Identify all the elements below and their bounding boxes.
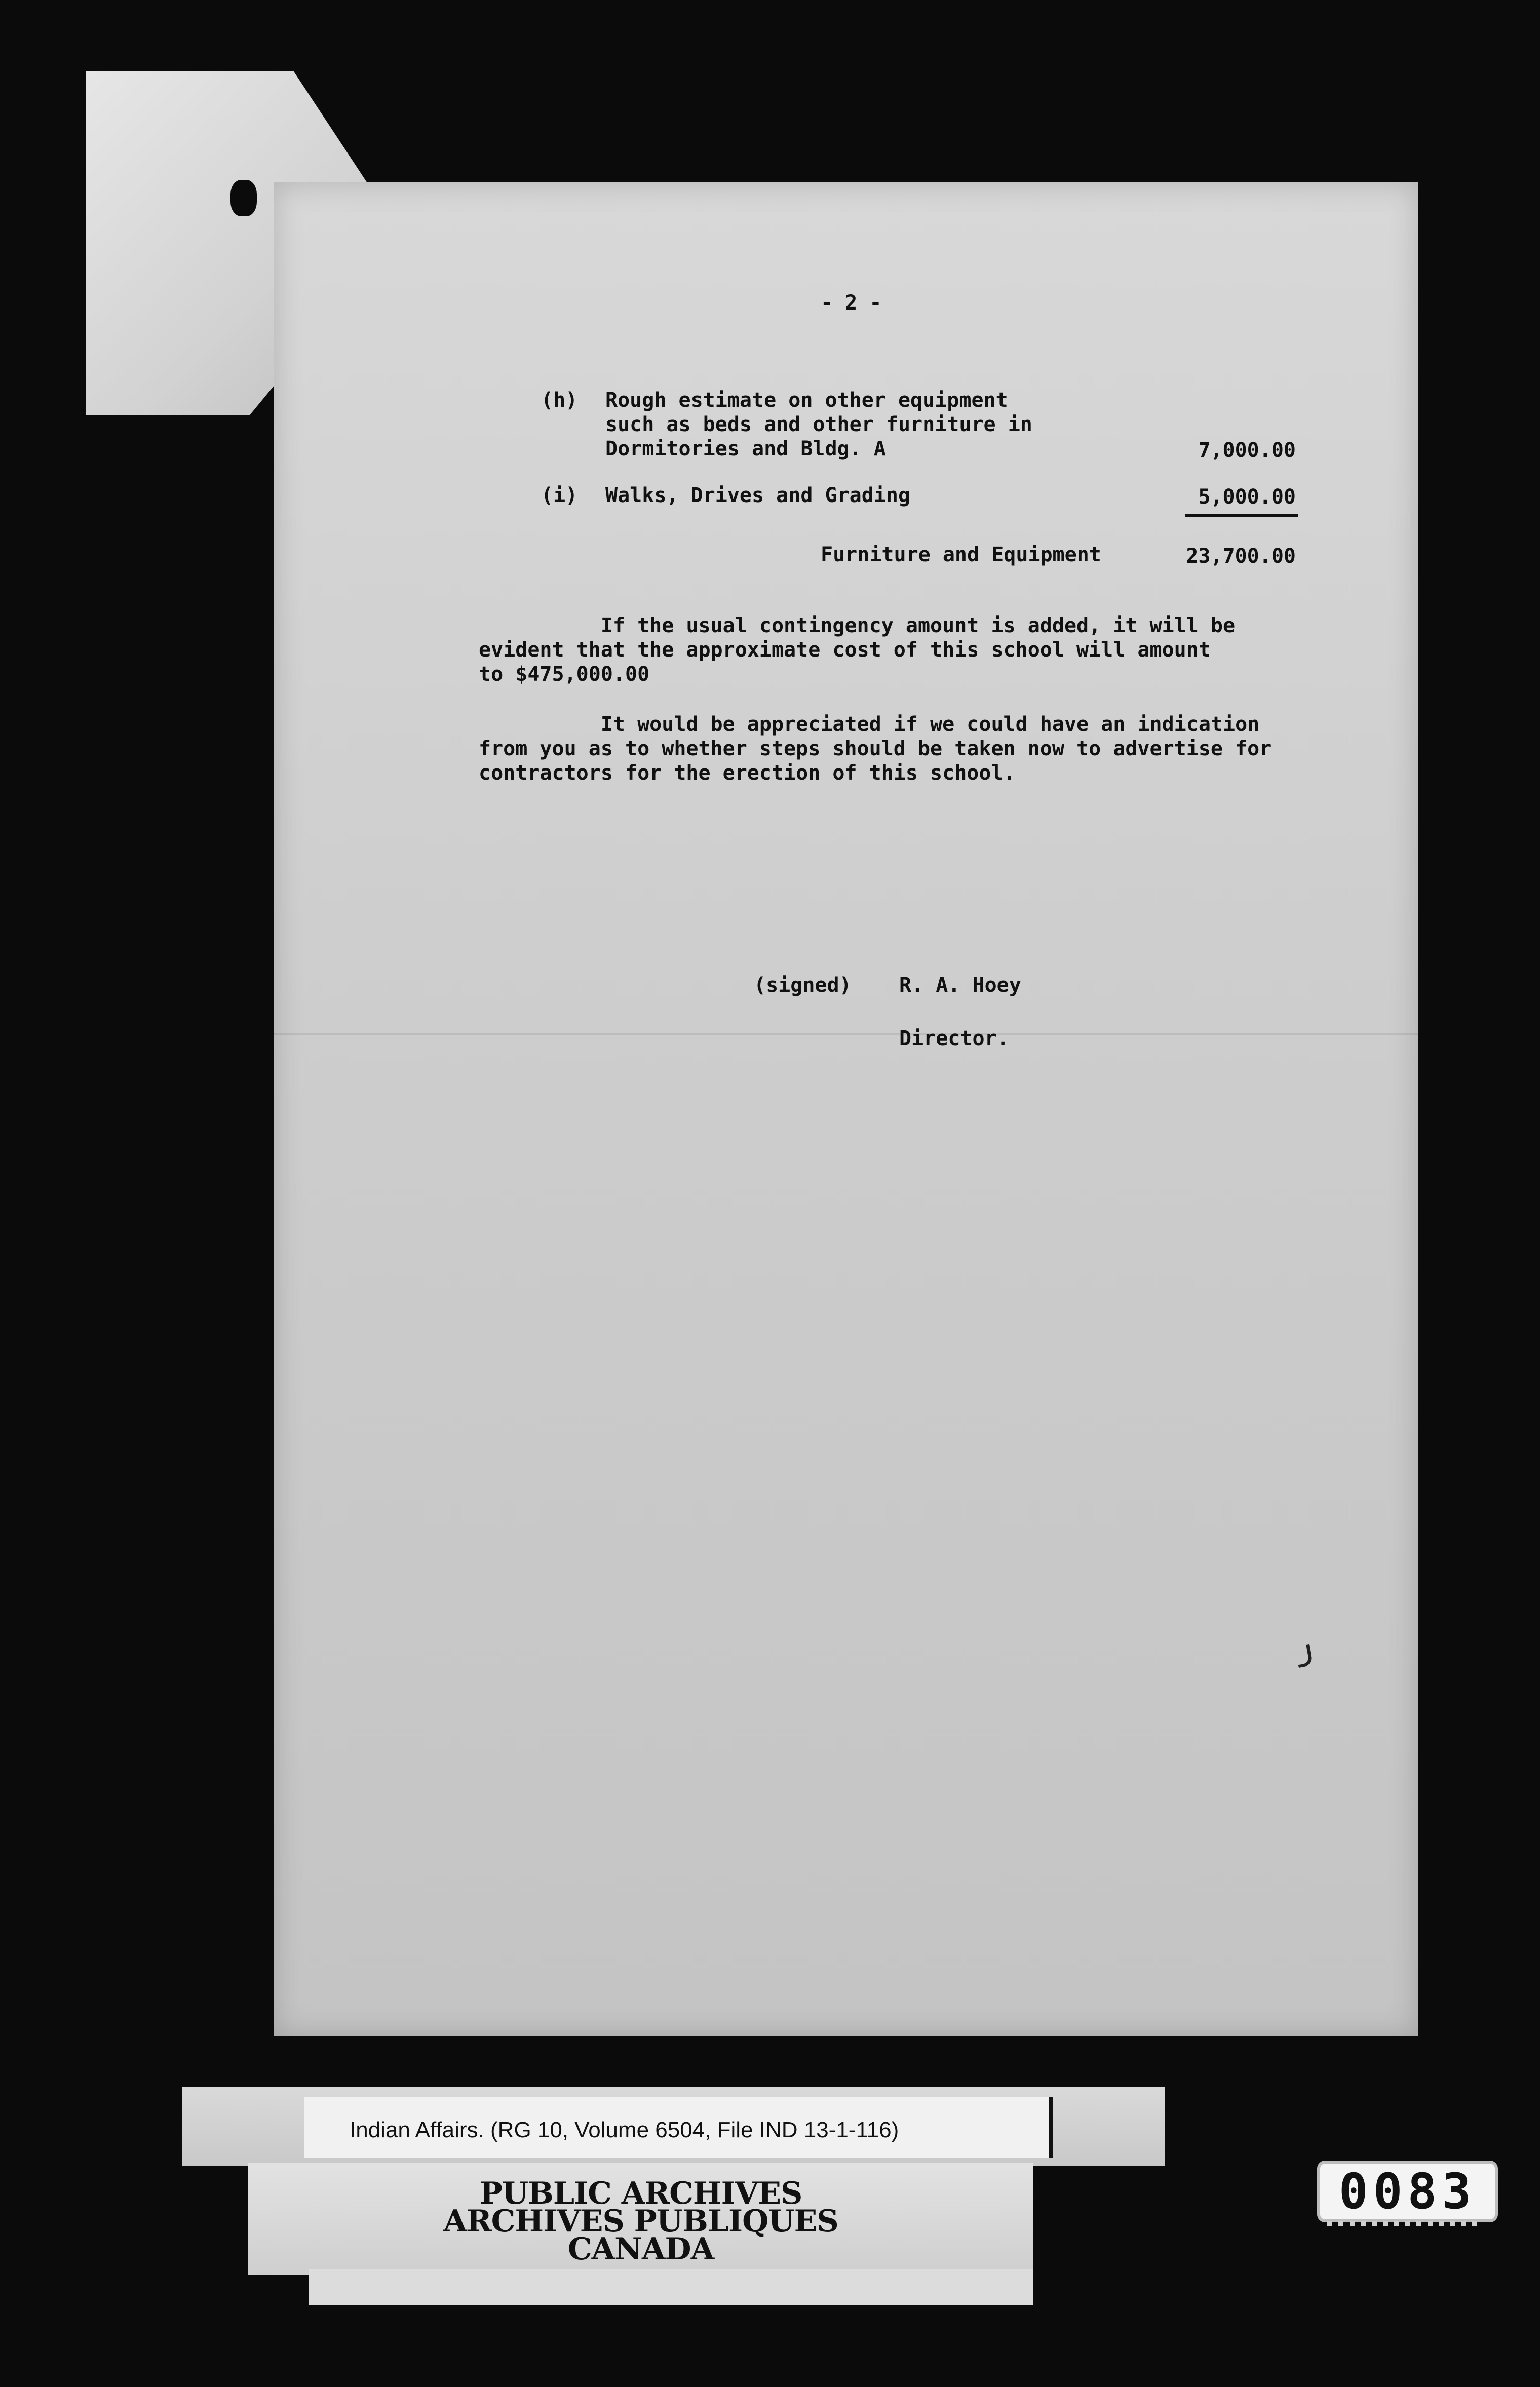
page-number: - 2 -: [821, 291, 882, 315]
total-amount: 23,700.00: [1186, 545, 1296, 568]
paragraph-1-line-1: If the usual contingency amount is added, it will be: [479, 614, 1236, 637]
item-i-marker: (i): [541, 484, 578, 507]
archive-line-1: PUBLIC ARCHIVES: [479, 2176, 802, 2211]
item-h-amount: 7,000.00: [1198, 439, 1296, 462]
item-i-line-1: Walks, Drives and Grading: [605, 484, 911, 507]
archive-stamp-lower-strip: [309, 2269, 1033, 2305]
archive-reference: Indian Affairs. (RG 10, Volume 6504, File IND 13-1-116): [350, 2118, 899, 2142]
signatory-title: Director.: [899, 1027, 1009, 1050]
paragraph-2-line-2: from you as to whether steps should be taken now to advertise for: [479, 737, 1272, 760]
archive-line-2: ARCHIVES PUBLIQUES: [443, 2204, 838, 2239]
item-h-line-2: such as beds and other furniture in: [605, 413, 1032, 436]
item-h-line-3: Dormitories and Bldg. A: [605, 437, 886, 460]
archive-line-3: CANADA: [567, 2231, 714, 2267]
paragraph-1-line-3: to $475,000.00: [479, 663, 650, 686]
frame-counter-ticks: [1327, 2221, 1479, 2226]
paragraph-2-line-3: contractors for the erection of this school.: [479, 761, 1016, 785]
signed-note: (signed): [754, 974, 852, 997]
total-label: Furniture and Equipment: [821, 543, 1101, 566]
item-h-line-1: Rough estimate on other equipment: [605, 389, 1008, 412]
item-i-amount: 5,000.00: [1198, 485, 1296, 509]
signatory-name: R. A. Hoey: [899, 974, 1021, 997]
punch-hole-top: [230, 180, 257, 216]
frame-counter: 0083: [1317, 2161, 1498, 2222]
total-underline: [1185, 514, 1298, 517]
paragraph-1-line-2: evident that the approximate cost of this school will amount: [479, 638, 1211, 662]
item-h-marker: (h): [541, 389, 578, 412]
page-fold-line: [274, 1033, 1418, 1035]
paragraph-2-line-1: It would be appreciated if we could have an indication: [479, 713, 1260, 736]
